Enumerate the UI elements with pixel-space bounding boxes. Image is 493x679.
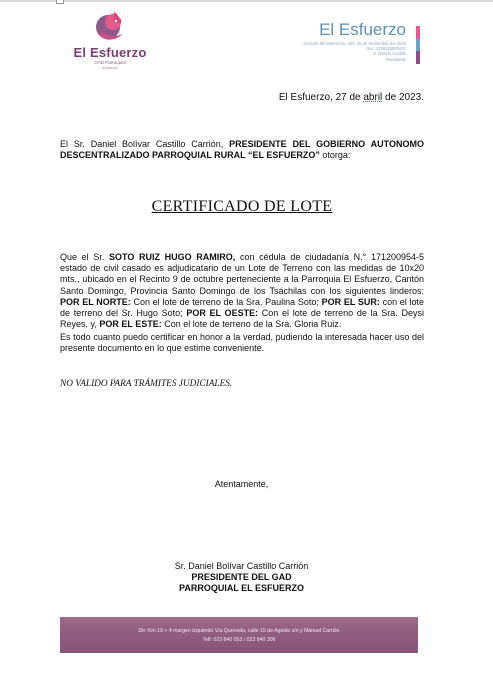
body-text: Con el lote de terreno de la Sra. Paulina Soto; [130,296,322,307]
color-bar-segment [416,26,420,39]
letterhead-logo [250,20,420,68]
body-text: Que el Sr. [60,252,109,262]
footer-address: Dir: Km 19 + 4 margen izquierdo Vía Quevedo, calle 15 de Agosto s/n y Manuel Carrión [138,628,340,634]
body-text: Con el lote de terreno de la Sra. Gloria Ruiz. [161,319,342,330]
signer-role: PRESIDENTE DEL GAD [191,572,292,582]
color-bar-segment [416,51,420,64]
signer-organization: PARROQUIAL EL ESFUERZO [178,583,304,593]
letterhead-details [303,41,406,62]
letterhead-line: Ruc: 1768118820001 [366,46,406,52]
footer-band [60,617,418,653]
gad-logo-tagline: Esfuerzo [102,65,118,70]
gad-logo [62,8,158,70]
boundary-south-label: POR EL SUR: [321,296,380,307]
date-month: abril [363,92,383,103]
gad-logo-name: El Esfuerzo [73,45,147,60]
letterhead-line: Acuerdo Ministerial No. 350, 15 de Noviembre del 2023 [303,41,406,46]
page-top-edge [0,0,493,2]
certificate-body [60,252,424,330]
date-prefix: El Esfuerzo, 27 de [278,92,364,103]
boundary-north-label: POR EL NORTE: [60,296,131,307]
holder-name: SOTO RUIZ HUGO RAMIRO, [109,252,236,262]
gad-logo-subtitle: GAD Parroquial [94,60,126,65]
greeting: Atentamente, [214,479,269,489]
letterhead-line: Presidente [385,56,406,62]
footer-phone: Telf: 023 840 053 / 023 840 306 [202,637,276,643]
signature-block [0,561,483,594]
color-bar-segment [416,39,420,52]
rooster-emblem-icon [92,10,128,44]
boundary-west-label: POR EL OESTE: [186,308,259,319]
signer-name: Sr. Daniel Bolívar Castillo Carrión [174,561,309,571]
closing-paragraph: Es todo cuanto puedo certificar en honor a la verdad, pudiendo la interesada hacer uso del presente documento en lo que estime conveniente. [60,332,424,354]
intro-text: El Sr. Daniel Bolívar Castillo Carrión, [60,139,230,149]
document-date [279,92,424,103]
intro-bold-title: PRESIDENTE DEL GOBIERNO AUTONOMO DESCENTRALIZADO PARROQUIAL RURAL “EL ESFUERZO” [60,139,424,160]
page-corner-marker [56,0,64,4]
invalid-note: NO VALIDO PARA TRÁMITES JUDICIALES. [60,379,233,389]
letterhead-title: El Esfuerzo [319,20,406,39]
body-text: Con el lote de terreno de la Sra. Deysi Reyes. y, [60,308,424,330]
letterhead-line: S. Bolívar Castillo [372,51,406,57]
intro-text-end: otorga: [319,150,351,160]
document-title: CERTIFICADO DE LOTE [151,198,333,215]
boundary-east-label: POR EL ESTE: [99,319,162,330]
date-suffix: de 2023. [382,92,424,103]
body-text: con cédula de ciudadanía N.° 171200954-5 estado de civil casado es adjudicatario de un Lote de Terreno con las medidas de 10x20 mts., ubicado en el Recinto 9 de octubre perteneciente a la Parroquia El Esfuerzo, Cantón Santo Domingo, Provincia Santo Domingo de los Tsáchilas con los siguientes linderos: [60,252,424,296]
body-text: con el lote de terreno del Sr. Hugo Soto; [60,296,424,319]
intro-paragraph [60,139,424,161]
letterhead-color-bar [416,26,420,64]
